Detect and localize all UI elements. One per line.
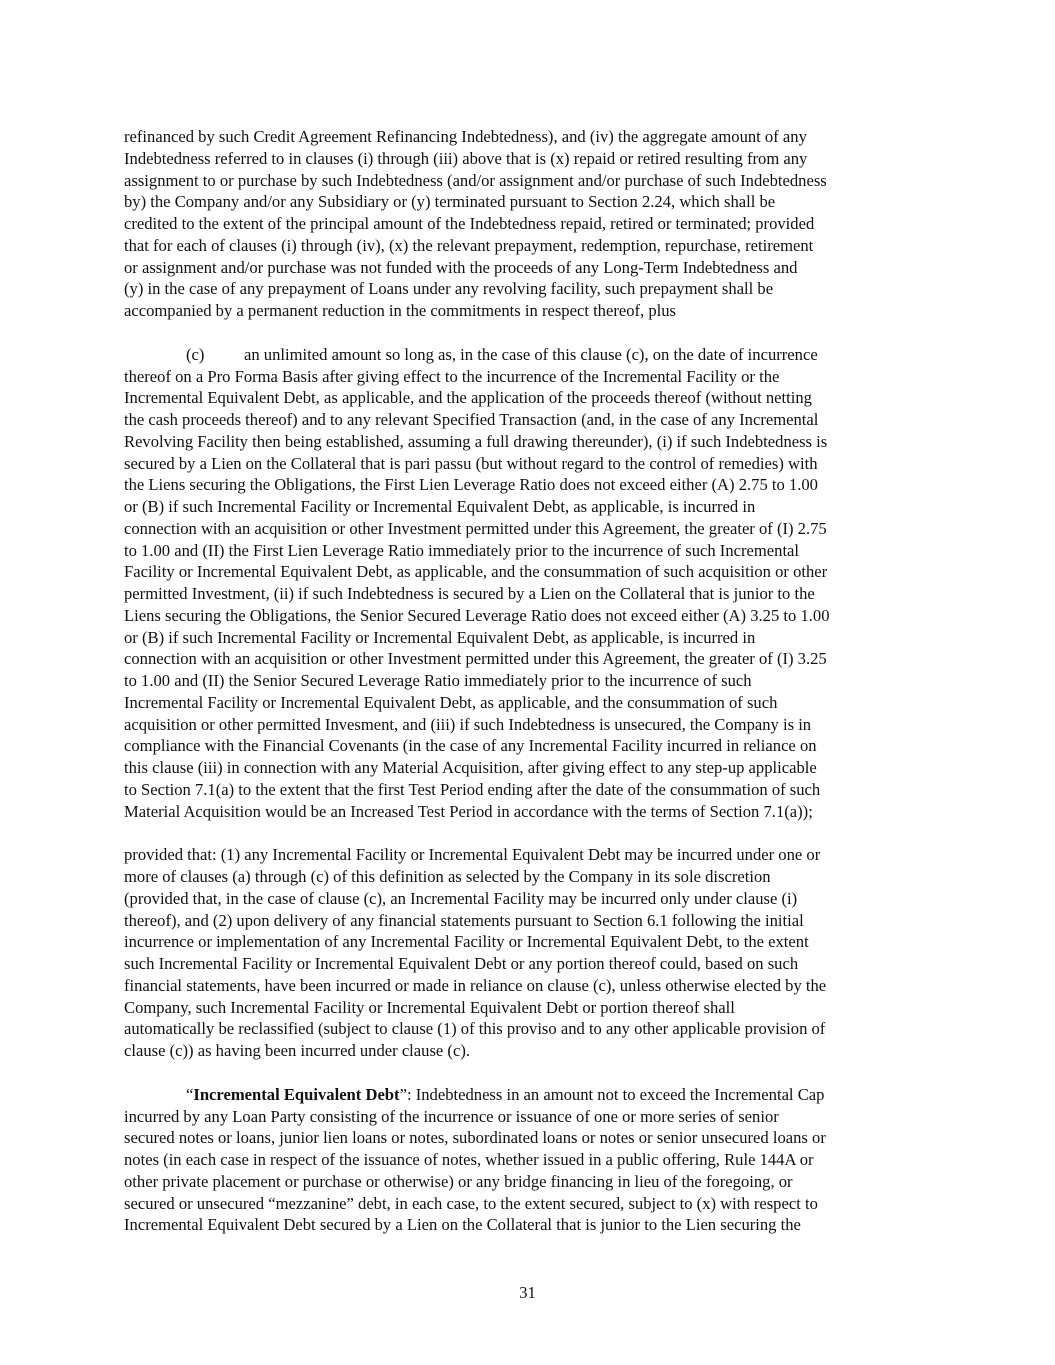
paragraph-spacer	[124, 1062, 944, 1084]
text-line: Revolving Facility then being established, assuming a full drawing thereunder), (i) if such Indebtedness is	[124, 431, 828, 451]
text-line: provided that: (1) any Incremental Facility or Incremental Equivalent Debt may be incurred under one or	[124, 845, 821, 865]
text-line: automatically be reclassified (subject to clause (1) of this proviso and to any other applicable provision of	[124, 1019, 826, 1039]
definition-first-line	[124, 1084, 944, 1106]
definition-incremental-equivalent-debt	[124, 1084, 944, 1236]
text-line: Liens securing the Obligations, the Senior Secured Leverage Ratio does not exceed either (A) 3.25 to 1.00	[124, 605, 830, 625]
clause-label: (c)	[186, 344, 205, 364]
proviso-paragraph	[124, 844, 944, 1062]
text-line: secured by a Lien on the Collateral that is pari passu (but without regard to the control of remedies) with	[124, 453, 818, 473]
text-line: thereof), and (2) upon delivery of any financial statements pursuant to Section 6.1 following the initial	[124, 910, 804, 930]
text-line: incurrence or implementation of any Incremental Facility or Incremental Equivalent Debt, to the extent	[124, 932, 809, 952]
text-line: to Section 7.1(a) to the extent that the first Test Period ending after the date of the consummation of such	[124, 779, 821, 799]
text-line: this clause (iii) in connection with any Material Acquisition, after giving effect to any step-up applicable	[124, 758, 817, 777]
defined-term: Incremental Equivalent Debt	[193, 1084, 400, 1104]
text-line: connection with an acquisition or other Investment permitted under this Agreement, the greater of (I) 2.75	[124, 518, 827, 538]
document-page	[124, 126, 944, 1236]
text-line: the Liens securing the Obligations, the First Lien Leverage Ratio does not exceed either (A) 2.75 to 1.00	[124, 475, 818, 495]
text-line: acquisition or other permitted Invesment, and (iii) if such Indebtedness is unsecured, the Company is in	[124, 714, 812, 734]
text-line: secured or unsecured “mezzanine” debt, in each case, to the extent secured, subject to (x) with respect to	[124, 1193, 818, 1213]
text-line: Incremental Equivalent Debt secured by a Lien on the Collateral that is junior to the Lien securing the	[124, 1215, 801, 1235]
text-line: notes (in each case in respect of the issuance of notes, whether issued in a public offering, Rule 144A or	[124, 1150, 814, 1169]
text-line: or (B) if such Incremental Facility or Incremental Equivalent Debt, as applicable, is incurred in	[124, 497, 756, 516]
paragraph-spacer	[124, 322, 944, 344]
text-line: assignment to or purchase by such Indebtedness (and/or assignment and/or purchase of such Indebtedness	[124, 170, 827, 190]
paragraph-continuation	[124, 126, 944, 322]
text-line: incurred by any Loan Party consisting of the incurrence or issuance of one or more series of senior	[124, 1106, 779, 1126]
text-line: Incremental Equivalent Debt, as applicable, and the application of the proceeds thereof (without netting	[124, 388, 812, 408]
text-line: or assignment and/or purchase was not funded with the proceeds of any Long-Term Indebtedness and	[124, 257, 798, 277]
paragraph-spacer	[124, 822, 944, 844]
text-line: credited to the extent of the principal amount of the Indebtedness repaid, retired or terminated; provided	[124, 214, 815, 233]
text-line: accompanied by a permanent reduction in the commitments in respect thereof, plus	[124, 301, 677, 320]
text-line: other private placement or purchase or otherwise) or any bridge financing in lieu of the foregoing, or	[124, 1171, 793, 1191]
text-line: an unlimited amount so long as, in the case of this clause (c), on the date of incurrence	[244, 344, 818, 364]
text-line: secured notes or loans, junior lien loans or notes, subordinated loans or notes or senior unsecured loans or	[124, 1128, 826, 1148]
text-line: that for each of clauses (i) through (iv), (x) the relevant prepayment, redemption, repurchase, retirement	[124, 235, 814, 255]
text-line: permitted Investment, (ii) if such Indebtedness is secured by a Lien on the Collateral that is junior to the	[124, 584, 815, 603]
clause-c-first-line	[124, 344, 944, 366]
text-line: Indebtedness referred to in clauses (i) through (iii) above that is (x) repaid or retired resulting from any	[124, 148, 808, 168]
text-line: or (B) if such Incremental Facility or Incremental Equivalent Debt, as applicable, is incurred in	[124, 627, 756, 647]
close-quote: ”	[399, 1084, 407, 1104]
text-line: more of clauses (a) through (c) of this definition as selected by the Company in its sole discretion	[124, 867, 771, 886]
text-line: by) the Company and/or any Subsidiary or (y) terminated pursuant to Section 2.24, which shall be	[124, 192, 776, 212]
clause-c-paragraph	[124, 344, 944, 823]
text-line: clause (c)) as having been incurred under clause (c).	[124, 1041, 470, 1060]
text-line: to 1.00 and (II) the First Lien Leverage Ratio immediately prior to the incurrence of such Incremental	[124, 540, 800, 560]
text-line: thereof on a Pro Forma Basis after giving effect to the incurrence of the Incremental Facility or the	[124, 366, 780, 386]
text-line: connection with an acquisition or other Investment permitted under this Agreement, the greater of (I) 3.25	[124, 649, 827, 669]
text-line: Incremental Facility or Incremental Equivalent Debt, as applicable, and the consummation of such	[124, 692, 778, 712]
text-line: Facility or Incremental Equivalent Debt, as applicable, and the consummation of such acquisition or other	[124, 562, 828, 582]
page-number: 31	[519, 1283, 536, 1302]
text-line: : Indebtedness in an amount not to exceed the Incremental Cap	[406, 1084, 825, 1104]
text-line: (y) in the case of any prepayment of Loans under any revolving facility, such prepayment shall be	[124, 279, 774, 299]
text-line: to 1.00 and (II) the Senior Secured Leverage Ratio immediately prior to the incurrence of such	[124, 671, 752, 690]
text-line: Company, such Incremental Facility or Incremental Equivalent Debt or portion thereof shall	[124, 997, 735, 1017]
open-quote: “	[186, 1084, 194, 1104]
text-line: such Incremental Facility or Incremental Equivalent Debt or any portion thereof could, based on such	[124, 954, 799, 973]
text-line: financial statements, have been incurred or made in reliance on clause (c), unless otherwise elected by the	[124, 975, 827, 995]
text-line: Material Acquisition would be an Increased Test Period in accordance with the terms of Section 7.1(a));	[124, 801, 813, 821]
text-line: (provided that, in the case of clause (c), an Incremental Facility may be incurred only under clause (i)	[124, 888, 798, 908]
text-line: compliance with the Financial Covenants (in the case of any Incremental Facility incurred in reliance on	[124, 736, 817, 756]
text-line: the cash proceeds thereof) and to any relevant Specified Transaction (and, in the case of any Incremental	[124, 410, 819, 429]
text-line: refinanced by such Credit Agreement Refinancing Indebtedness), and (iv) the aggregate amount of any	[124, 127, 807, 146]
